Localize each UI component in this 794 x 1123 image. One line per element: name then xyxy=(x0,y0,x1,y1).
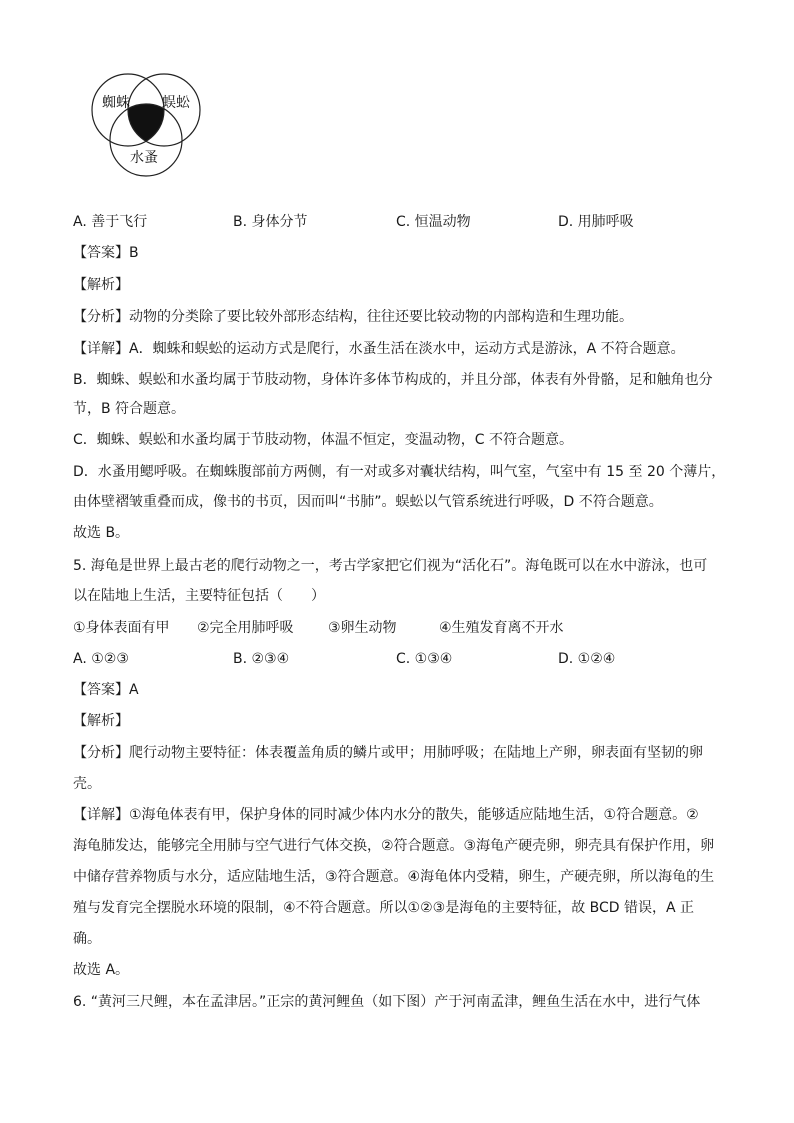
q4-conclusion: 故选 B。 xyxy=(73,525,130,541)
q4-detail-line: B．蜘蛛、蜈蚣和水蚤均属于节肢动物，身体许多体节构成的，并且分部，体表有外骨骼，足和触角也分 xyxy=(73,372,713,388)
q5-stem-line: 以在陆地上生活，主要特征包括（ ） xyxy=(73,588,325,604)
q4-detail-line: 节，B 符合题意。 xyxy=(73,401,186,417)
q5-detail-line: 确。 xyxy=(73,931,101,947)
venn-label-centipede: 蜈蚣 xyxy=(162,95,190,111)
q4-fenxi: 【分析】动物的分类除了要比较外部形态结构，往往还要比较动物的内部构造和生理功能。 xyxy=(73,309,633,325)
q5-feature: ①身体表面有甲 xyxy=(73,620,170,636)
q5-fenxi-line: 【分析】爬行动物主要特征：体表覆盖角质的鳞片或甲；用肺呼吸；在陆地上产卵，卵表面有坚韧的卵 xyxy=(73,745,703,761)
q5-answer: 【答案】A xyxy=(73,682,139,698)
venn-label-spider: 蜘蛛 xyxy=(102,95,130,111)
q5-feature: ④生殖发育离不开水 xyxy=(439,620,564,636)
q5-detail-line: 海龟肺发达，能够完全用肺与空气进行气体交换，②符合题意。③海龟产硬壳卵，卵壳具有保护作用，卵 xyxy=(73,838,715,854)
q4-detail-line: 由体壁褶皱重叠而成，像书的书页，因而叫“书肺”。蜈蚣以气管系统进行呼吸，D 不符合题意。 xyxy=(73,494,663,510)
q6-stem-line: 6. “黄河三尺鲤，本在孟津居。”正宗的黄河鲤鱼（如下图）产于河南孟津，鲤鱼生活在水中，进行气体 xyxy=(73,994,701,1010)
q5-detail-line: 【详解】①海龟体表有甲，保护身体的同时减少体内水分的散失，能够适应陆地生活，①符合题意。② xyxy=(73,807,699,823)
q5-option-d[interactable]: D. ①②④ xyxy=(558,651,616,667)
q5-option-c[interactable]: C. ①③④ xyxy=(396,651,453,667)
q5-option-b[interactable]: B. ②③④ xyxy=(233,651,290,667)
venn-diagram xyxy=(90,72,202,180)
q5-options-row xyxy=(73,649,713,669)
q5-features-row xyxy=(73,618,713,638)
q5-detail-line: 殖与发育完全摆脱水环境的限制，④不符合题意。所以①②③是海龟的主要特征，故 BCD 错误，A 正 xyxy=(73,900,695,916)
q5-feature: ②完全用肺呼吸 xyxy=(197,620,294,636)
q4-detail-line: 【详解】A．蜘蛛和蜈蚣的运动方式是爬行，水蚤生活在淡水中，运动方式是游泳，A 不符合题意。 xyxy=(73,341,685,357)
q5-feature: ③卵生动物 xyxy=(328,620,397,636)
q4-detail-line: D．水蚤用鳃呼吸。在蜘蛛腹部前方两侧，有一对或多对囊状结构，叫气室，气室中有 15 至 20 个薄片， xyxy=(73,464,726,480)
q4-detail-line: C．蜘蛛、蜈蚣和水蚤均属于节肢动物，体温不恒定，变温动物，C 不符合题意。 xyxy=(73,432,573,448)
q5-detail-line: 中储存营养物质与水分，适应陆地生活，③符合题意。④海龟体内受精，卵生，产硬壳卵，所以海龟的生 xyxy=(73,869,715,885)
q4-options-row xyxy=(73,212,713,232)
q4-option-b[interactable]: B. 身体分节 xyxy=(233,214,308,230)
q4-analysis-heading: 【解析】 xyxy=(73,277,129,293)
venn-label-daphnia: 水蚤 xyxy=(130,150,158,166)
q5-stem-line: 5. 海龟是世界上最古老的爬行动物之一，考古学家把它们视为“活化石”。海龟既可以在水中游泳，也可 xyxy=(73,558,708,574)
q5-conclusion: 故选 A。 xyxy=(73,962,130,978)
q5-analysis-heading: 【解析】 xyxy=(73,713,129,729)
q5-fenxi-line: 壳。 xyxy=(73,776,101,792)
q4-answer: 【答案】B xyxy=(73,245,139,261)
q5-option-a[interactable]: A. ①②③ xyxy=(73,651,129,667)
q4-option-c[interactable]: C. 恒温动物 xyxy=(396,214,471,230)
q4-option-d[interactable]: D. 用肺呼吸 xyxy=(558,214,634,230)
q4-option-a[interactable]: A. 善于飞行 xyxy=(73,214,148,230)
